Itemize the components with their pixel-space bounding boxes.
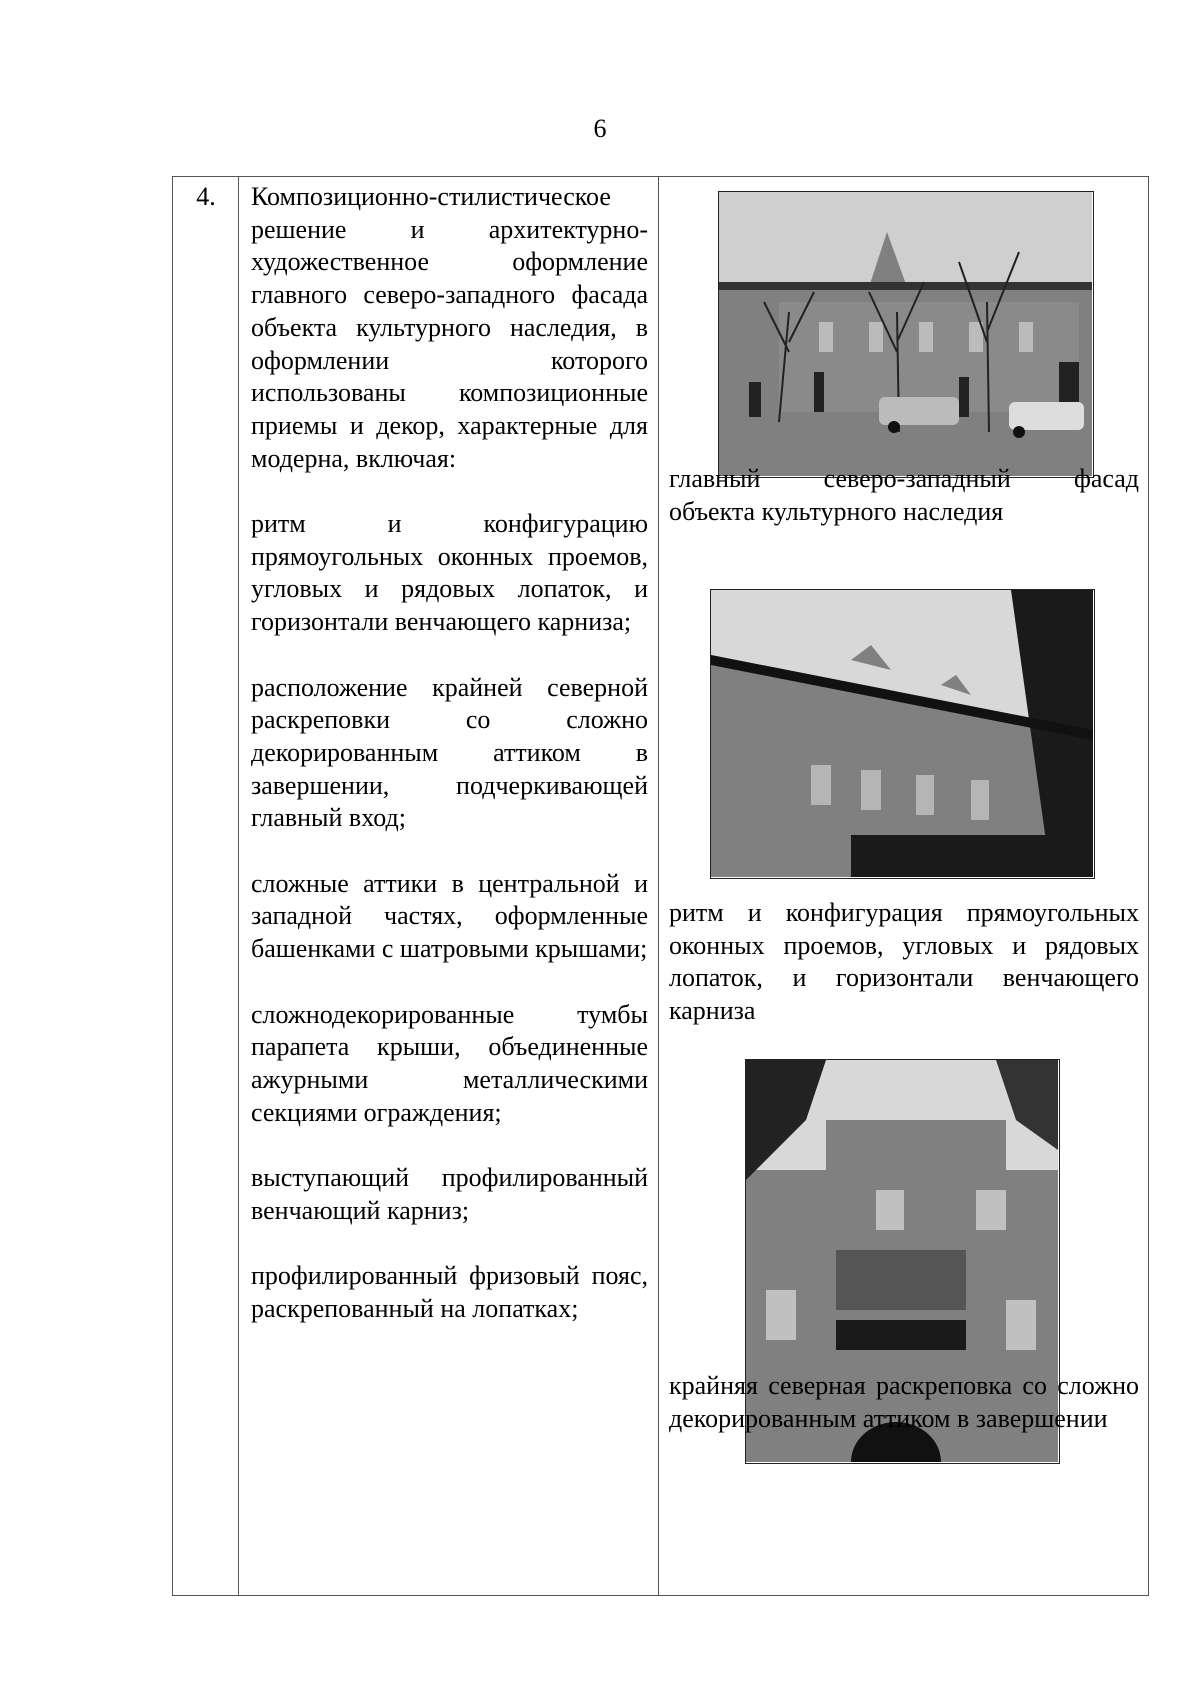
caption-north-projection: крайняя северная раскреповка со сложно декорированным аттиком в завершении: [669, 1371, 1139, 1433]
column-divider: [658, 177, 659, 1595]
row-index: 4.: [196, 182, 216, 211]
feature-item: профилированный фризовый пояс, раскрепованный на лопатках;: [251, 1261, 648, 1323]
feature-item: ритм и конфигурацию прямоугольных оконных проемов, угловых и рядовых лопаток, и горизонтали венчающего карниза;: [251, 509, 648, 637]
feature-item: сложнодекорированные тумбы парапета крыши, объединенные ажурными металлическими секциями ограждения;: [251, 999, 648, 1127]
description-intro: Композиционно-стилистическое решение и архитектурно-художественное оформление главного северо-западного фасада объекта культурного наследия, в оформлении которого использованы композиционные приемы и декор, характерные для модерна, включая:: [251, 182, 648, 473]
building-photo-icon: [711, 590, 1093, 877]
caption-window-rhythm: ритм и конфигурация прямоугольных оконных проемов, угловых и рядовых лопаток, и горизонтали венчающего карниза: [669, 898, 1139, 1026]
feature-item: сложные аттики в центральной и западной частях, оформленные башенками с шатровыми крышами;: [251, 868, 648, 964]
photo-main-facade: [718, 191, 1094, 478]
caption-main-facade-line2: объекта культурного наследия: [669, 497, 1004, 526]
feature-description: [251, 181, 648, 1358]
feature-item: расположение крайней северной раскреповки со сложно декорированным аттиком в завершении, подчеркивающей главный вход;: [251, 672, 648, 833]
building-photo-icon: [719, 192, 1092, 476]
page-number: 6: [593, 114, 607, 143]
heritage-features-table: [172, 176, 1149, 1596]
feature-item: выступающий профилированный венчающий карниз;: [251, 1163, 648, 1225]
column-divider: [238, 177, 239, 1595]
photo-window-rhythm: [710, 589, 1095, 879]
caption-main-facade-line1: главный северо-западный фасад: [669, 464, 1139, 493]
